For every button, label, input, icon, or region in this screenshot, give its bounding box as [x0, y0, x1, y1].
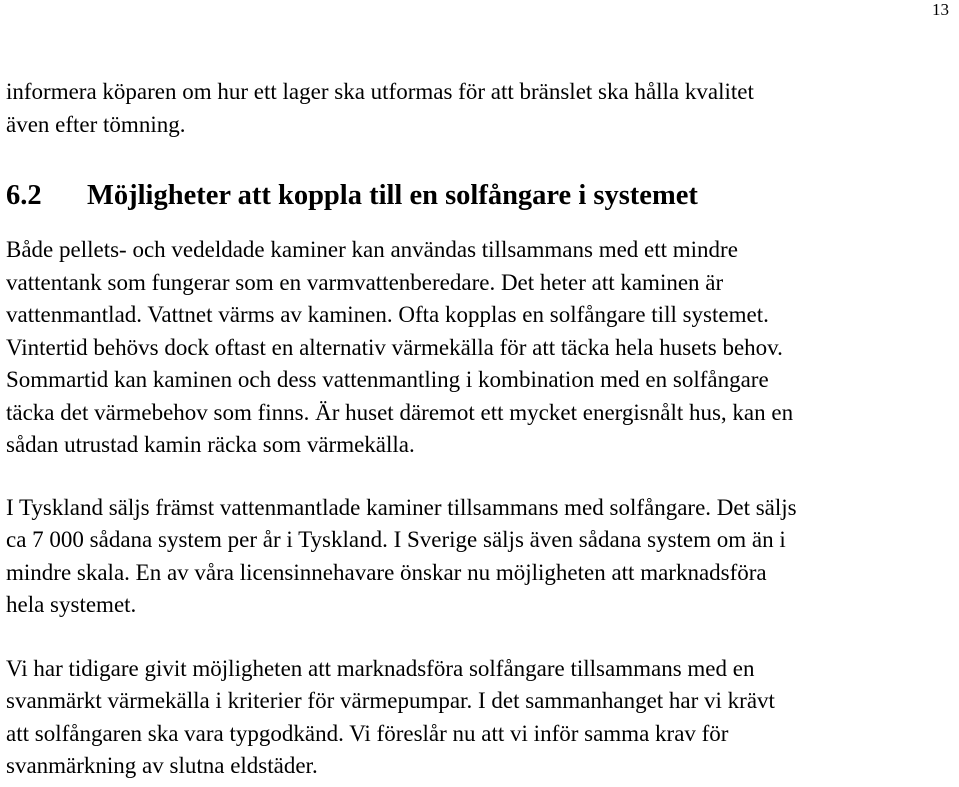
body-paragraph-3: [6, 653, 958, 783]
text-line: hela systemet.: [6, 592, 137, 617]
text-line: svanmärkning av slutna eldstäder.: [6, 753, 318, 778]
text-line: informera köparen om hur ett lager ska utformas för att bränslet ska hålla kvalitet: [6, 79, 754, 104]
text-line: vattentank som fungerar som en varmvattenberedare. Det heter att kaminen är: [6, 269, 724, 295]
intro-paragraph: [6, 76, 958, 141]
text-line: Vi har tidigare givit möjligheten att marknadsföra solfångare tillsammans med en: [6, 655, 755, 681]
text-line: vattenmantlad. Vattnet värms av kaminen. Ofta kopplas en solfångare till systemet.: [6, 302, 769, 327]
page-number: 13: [932, 0, 949, 19]
text-line: svanmärkt värmekälla i kriterier för värmepumpar. I det sammanhanget har vi krävt: [6, 688, 775, 713]
text-line: sådan utrustad kamin räcka som värmekälla.: [6, 432, 415, 457]
text-line: Både pellets- och vedeldade kaminer kan användas tillsammans med ett mindre: [6, 237, 738, 262]
text-line: även efter tömning.: [6, 111, 186, 137]
text-line: täcka det värmebehov som finns. Är huset däremot ett mycket energisnålt hus, kan en: [6, 399, 794, 425]
body-paragraph-1: [6, 234, 958, 462]
text-line: I Tyskland säljs främst vattenmantlade kaminer tillsammans med solfångare. Det säljs: [6, 494, 797, 520]
text-line: att solfångaren ska vara typgodkänd. Vi föreslår nu att vi inför samma krav för: [6, 720, 729, 746]
text-line: Vintertid behövs dock oftast en alternativ värmekälla för att täcka hela husets behov.: [6, 334, 783, 360]
section-heading: [6, 176, 958, 216]
section-title: Möjligheter att koppla till en solfångare i systemet: [87, 180, 698, 211]
body-paragraph-2: [6, 492, 958, 622]
section-number: 6.2: [6, 180, 42, 211]
text-line: ca 7 000 sådana system per år i Tyskland. I Sverige säljs även sådana system om än i: [6, 527, 786, 552]
text-line: Sommartid kan kaminen och dess vattenmantling i kombination med en solfångare: [6, 367, 769, 392]
text-line: mindre skala. En av våra licensinnehavare önskar nu möjligheten att marknadsföra: [6, 559, 767, 585]
document-body: [6, 76, 958, 783]
